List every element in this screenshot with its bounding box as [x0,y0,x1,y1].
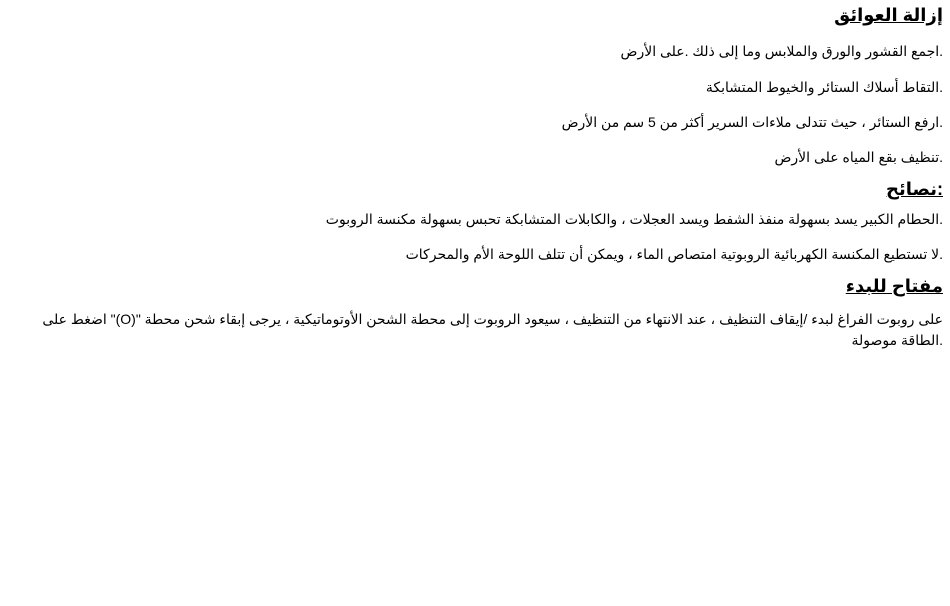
section-heading-start-key: مفتاح للبدء [845,276,943,296]
start-key-instructions: على روبوت الفراغ لبدء /إيقاف التنظيف ، عند الانتهاء من التنظيف ، سيعود الروبوت إلى محطة الشحن الأوتوماتيكية ، يرجى إبقاء شحن محطة "(O)" اضغط على .الطاقة موصولة [42,311,943,348]
document-body [31,0,943,351]
section-heading-remove-obstacles: إزالة العوائق [834,5,943,25]
section-heading-tips: :نصائح [886,179,943,199]
tip-item-2: .لا تستطيع المكنسة الكهربائية الروبوتية امتصاص الماء ، ويمكن أن تتلف اللوحة الأم والمحركات [405,246,943,262]
tip-item-1: .الحطام الكبير يسد بسهولة منفذ الشفط ويسد العجلات ، والكابلات المتشابكة تحبس بسهولة مكنسة الروبوت [325,211,943,227]
obstacle-item-4: .تنظيف بقع المياه على الأرض [774,149,943,165]
obstacle-item-1: .اجمع القشور والورق والملابس وما إلى ذلك .على الأرض [620,43,943,59]
obstacle-item-2: .التقاط أسلاك الستائر والخيوط المتشابكة [705,79,943,95]
obstacle-item-3: .ارفع الستائر ، حيث تتدلى ملاءات السرير أكثر من 5 سم من الأرض [561,114,943,130]
